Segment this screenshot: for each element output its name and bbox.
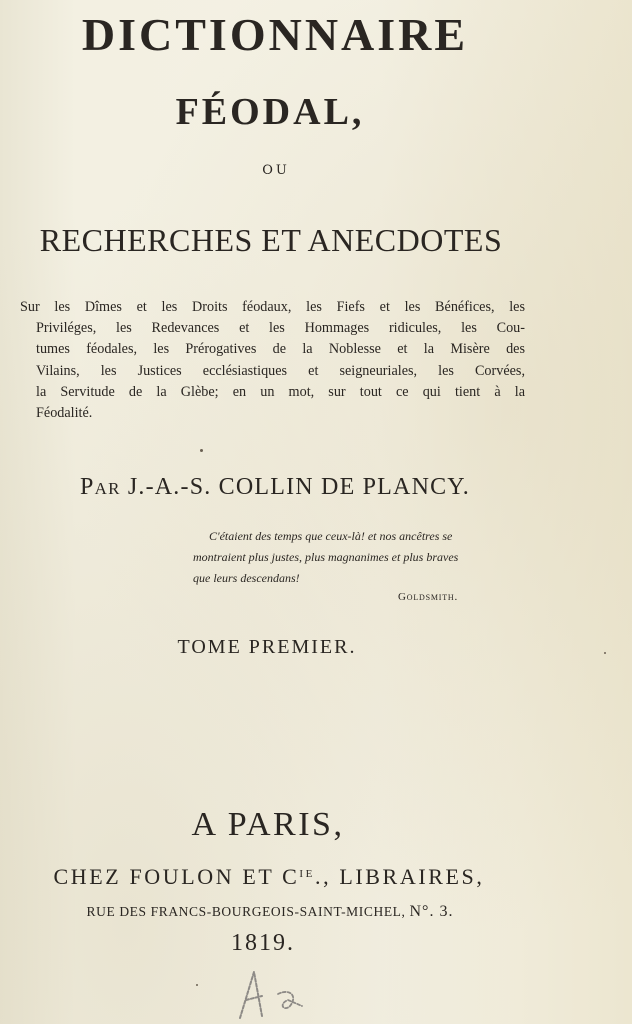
author-line	[0, 474, 550, 501]
description-line: Sur les Dîmes et les Droits féodaux, les Fiefs et les Bénéfices, les	[20, 299, 525, 315]
author-name: J.-A.-S. COLLIN DE PLANCY.	[127, 474, 470, 500]
epigraph-line: montraient plus justes, plus magnanimes et plus braves	[193, 550, 459, 564]
conjunction-ou: OU	[262, 163, 290, 178]
alternate-title: RECHERCHES ET ANECDOTES	[39, 222, 503, 258]
publisher-superscript: IE	[299, 868, 316, 880]
imprint-city: A PARIS,	[191, 806, 345, 843]
description-line: Priviléges, les Redevances et les Hommages ridicules, les Cou-	[36, 320, 525, 337]
ink-speck	[200, 449, 203, 452]
epigraph-attribution: Goldsmith.	[398, 591, 459, 603]
imprint-publisher	[0, 864, 538, 890]
pencil-shelfmark-icon	[232, 966, 312, 1022]
description-paragraph	[20, 297, 525, 424]
ink-speck	[604, 652, 606, 654]
description-line: Vilains, les Justices ecclésiastiques et seigneuriales, les Corvées,	[36, 362, 525, 379]
ink-speck	[196, 984, 198, 986]
description-line: tumes féodales, les Prérogatives de la Noblesse et la Misère des	[36, 341, 525, 358]
imprint-address	[0, 903, 540, 921]
epigraph	[193, 526, 523, 589]
address-street: RUE DES FRANCS-BOURGEOIS-SAINT-MICHEL,	[86, 904, 406, 919]
description-line: Féodalité.	[36, 404, 93, 421]
imprint-year: 1819.	[231, 930, 295, 956]
description-line: la Servitude de la Glèbe; en un mot, sur tout ce qui tient à la	[36, 383, 525, 400]
volume-label: TOME PREMIER.	[177, 636, 357, 658]
author-par-rest: AR	[94, 479, 121, 498]
book-title: DICTIONNAIRE	[81, 9, 469, 60]
publisher-name: CHEZ FOULON ET C	[53, 864, 300, 889]
publisher-trade: ., LIBRAIRES,	[315, 864, 485, 889]
author-par-initial: P	[80, 474, 95, 500]
address-number: N°. 3.	[409, 903, 454, 920]
epigraph-line: que leurs descendans!	[193, 571, 300, 585]
book-subtitle: FÉODAL,	[175, 91, 365, 133]
epigraph-line: C'étaient des temps que ceux-là! et nos ancêtres se	[209, 529, 453, 543]
